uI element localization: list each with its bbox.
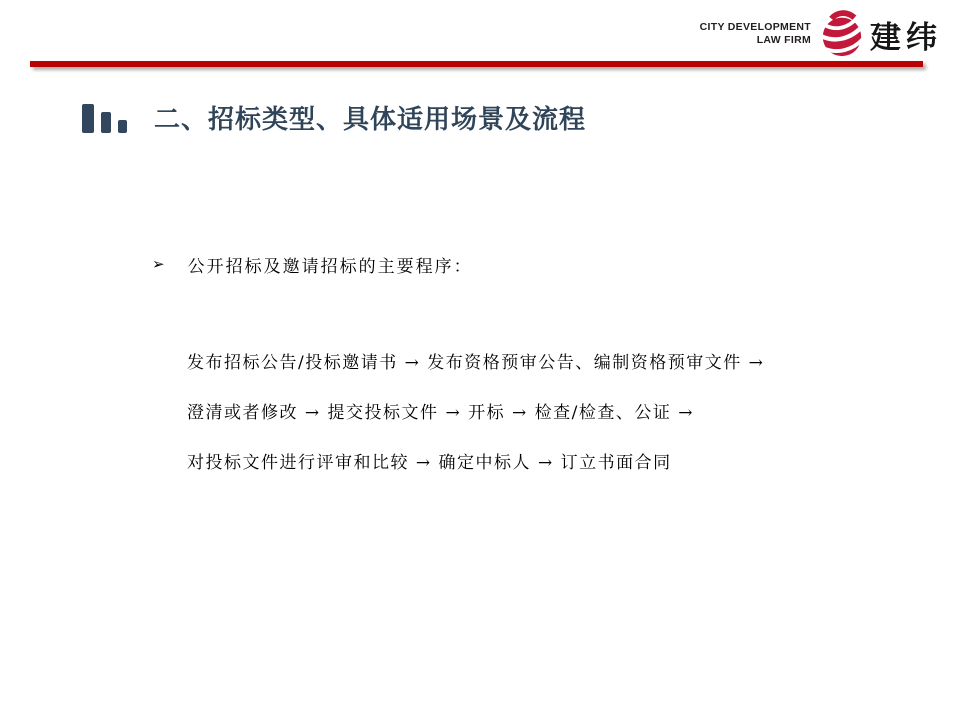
title-bar-3 [118, 120, 127, 133]
firm-name-en-line1: CITY DEVELOPMENT [699, 20, 811, 33]
firm-name-en-line2: LAW FIRM [756, 34, 811, 46]
page-title: 二、招标类型、具体适用场景及流程 [154, 104, 587, 134]
arrowhead-bullet-icon: ➢ [152, 255, 165, 273]
red-divider [30, 61, 923, 67]
bullet-text: 公开招标及邀请招标的主要程序： [187, 257, 473, 277]
bullet-row [152, 252, 473, 277]
title-bar-2 [101, 112, 111, 133]
procedure-flow [187, 338, 764, 488]
flow-line-1: 发布招标公告/投标邀请书 → 发布资格预审公告、编制资格预审文件 → [187, 353, 765, 373]
flow-line-2: 澄清或者修改 → 提交投标文件 → 开标 → 检查/检查、公证 → [187, 403, 695, 423]
firm-logo-swirl-icon [816, 8, 866, 60]
firm-name-en [700, 21, 811, 47]
firm-logo [700, 8, 942, 60]
firm-name-cn: 建纬 [870, 19, 942, 56]
flow-line-3: 对投标文件进行评审和比较 → 确定中标人 → 订立书面合同 [187, 453, 672, 473]
title-bars-icon [82, 104, 134, 133]
title-bar-1 [82, 104, 94, 133]
